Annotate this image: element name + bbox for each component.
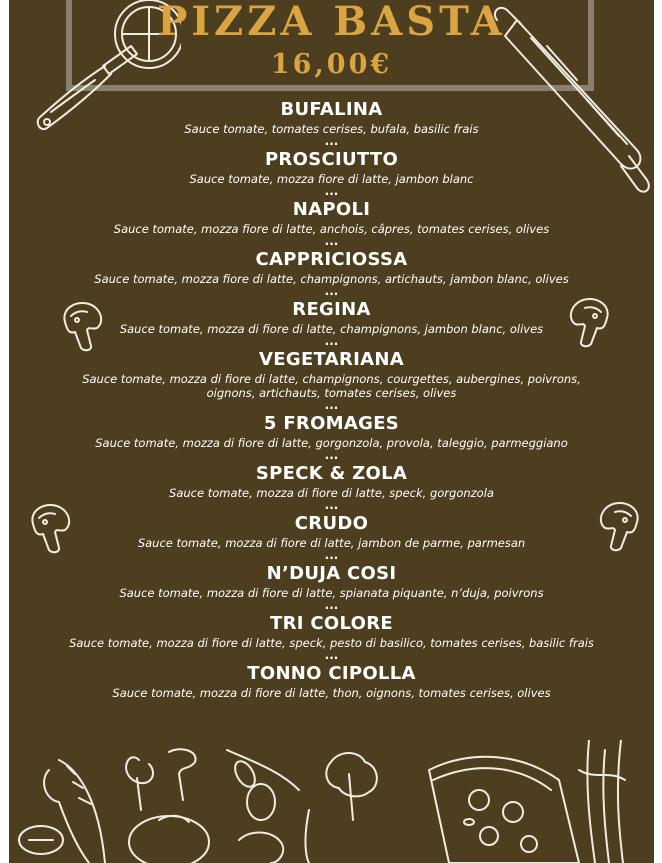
pizza-name: PROSCIUTTO (264, 149, 399, 170)
pizza-name: VEGETARIANA (259, 349, 404, 370)
separator: ... (324, 498, 339, 512)
separator: ... (324, 548, 339, 562)
pizza-description: Sauce tomate, mozza fiore di latte, champignons, artichauts, jambon blanc, olives (94, 272, 569, 286)
menu-page (9, 0, 654, 863)
pizza-item (9, 562, 654, 612)
vegetables-illustration (9, 730, 409, 863)
separator: ... (324, 448, 339, 462)
pizza-description: Sauce tomate, tomates cerises, bufala, basilic frais (184, 122, 479, 136)
pizza-name: CRUDO (294, 513, 369, 534)
separator: ... (324, 648, 339, 662)
pizza-name: N’DUJA COSI (266, 563, 397, 584)
pizza-name: TONNO CIPOLLA (247, 663, 416, 684)
pizza-description: Sauce tomate, mozza di fiore di latte, champignons, jambon blanc, olives (119, 322, 544, 336)
pizza-item (9, 512, 654, 562)
pizza-name: 5 FROMAGES (263, 413, 400, 434)
pizza-name: SPECK & ZOLA (255, 463, 408, 484)
pizza-item (9, 298, 654, 348)
pizza-slice-illustration (409, 740, 654, 863)
pizza-item (9, 248, 654, 298)
menu-title: PIZZA BASTA (157, 0, 506, 45)
pizza-description: Sauce tomate, mozza di fiore di latte, spianata piquante, n’duja, poivrons (119, 586, 544, 600)
separator: ... (324, 184, 339, 198)
pizza-description: Sauce tomate, mozza di fiore di latte, gorgonzola, provola, taleggio, parmeggiano (95, 436, 568, 450)
pizza-name: BUFALINA (280, 99, 383, 120)
separator: ... (324, 234, 339, 248)
separator: ... (324, 598, 339, 612)
pizza-name: REGINA (292, 299, 371, 320)
pizza-description: Sauce tomate, mozza fiore di latte, jambon blanc (189, 172, 474, 186)
separator: ... (324, 134, 339, 148)
pizza-description: Sauce tomate, mozza di fiore di latte, jambon de parme, parmesan (137, 536, 526, 550)
pizza-name: TRI COLORE (270, 613, 393, 634)
pizza-item (9, 148, 654, 198)
separator: ... (324, 334, 339, 348)
pizza-description: Sauce tomate, mozza di fiore di latte, speck, gorgonzola (169, 486, 494, 500)
pizza-list (9, 98, 654, 700)
pizza-item (9, 462, 654, 512)
pizza-item (9, 198, 654, 248)
pizza-name: CAPPRICIOSSA (255, 249, 408, 270)
menu-price: 16,00€ (270, 49, 393, 80)
pizza-item (9, 412, 654, 462)
pizza-item (9, 612, 654, 662)
pizza-item (9, 98, 654, 148)
pizza-item (9, 348, 654, 412)
separator: ... (324, 284, 339, 298)
pizza-description: Sauce tomate, mozza fiore di latte, anchois, câpres, tomates cerises, olives (113, 222, 550, 236)
pizza-item (9, 662, 654, 700)
separator: ... (324, 398, 339, 412)
pizza-description: Sauce tomate, mozza di fiore di latte, speck, pesto di basilico, tomates cerises, basilic frais (69, 636, 594, 650)
pizza-description: Sauce tomate, mozza di fiore di latte, champignons, courgettes, aubergines, poivrons, oignons, artichauts, tomates cerises, olives (82, 372, 581, 400)
pizza-name: NAPOLI (292, 199, 371, 220)
pizza-description: Sauce tomate, mozza di fiore di latte, thon, oignons, tomates cerises, olives (112, 686, 551, 700)
